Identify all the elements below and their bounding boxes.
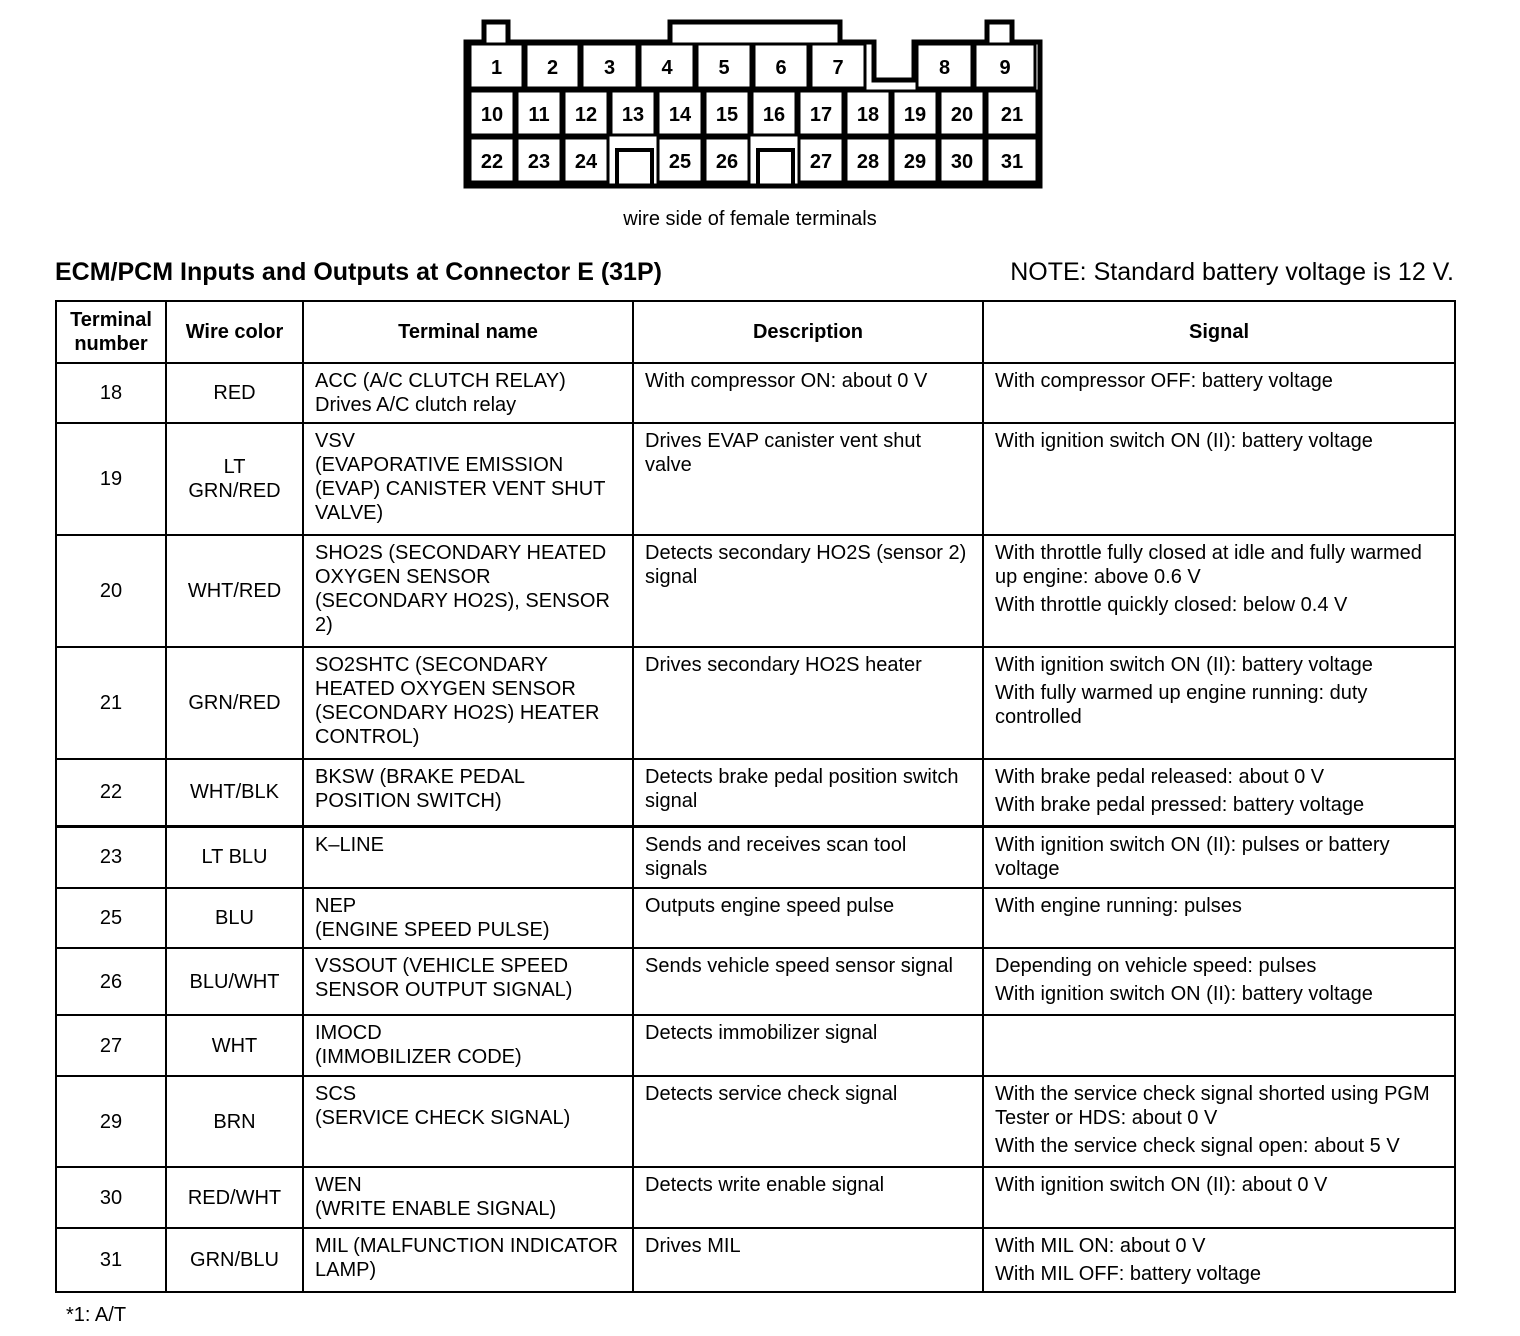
pin-label-2: 2 [546,57,559,79]
pin-label-12: 12 [574,104,598,126]
signal-line: With ignition switch ON (II): battery voltage [995,430,1373,452]
terminal-name-line: (IMMOBILIZER CODE) [315,1046,522,1068]
pin-label-18: 18 [856,104,880,126]
terminal-name-line: WEN [315,1174,362,1196]
key-notch-1 [617,150,652,186]
table-row [56,759,1455,826]
cell-terminal-number: 27 [56,1015,166,1076]
cell-signal [983,759,1455,826]
pin-label-5: 5 [718,57,730,79]
cell-wire-color: LT BLU [166,826,303,888]
terminal-name-line: (WRITE ENABLE SIGNAL) [315,1198,557,1220]
cell-signal [983,826,1455,888]
signal-line: With MIL OFF: battery voltage [995,1263,1262,1285]
cell-signal [983,1076,1455,1167]
signal-line: With the service check signal open: about 5 V [995,1135,1400,1157]
cell-terminal-number: 29 [56,1076,166,1167]
cell-description: Detects service check signal [633,1076,983,1167]
cell-terminal-name [303,535,633,647]
signal-line: With brake pedal released: about 0 V [995,766,1325,788]
cell-description: Detects write enable signal [633,1167,983,1228]
signal-line: With throttle quickly closed: below 0.4 V [995,594,1348,616]
cell-terminal-number: 20 [56,535,166,647]
terminal-name-line: (EVAPORATIVE EMISSION (EVAP) CANISTER VENT SHUT VALVE) [315,454,606,524]
header-terminal-number: Terminal number [56,301,166,363]
cell-description: Sends vehicle speed sensor signal [633,948,983,1015]
pin-label-8: 8 [938,57,951,79]
table-row [56,888,1455,948]
connector-caption: wire side of female terminals [623,208,877,230]
pin-label-30: 30 [950,151,974,173]
pin-label-4: 4 [661,57,673,79]
terminal-name-line: SCS [315,1083,357,1105]
signal-line: With engine running: pulses [995,895,1242,917]
cell-terminal-name [303,1228,633,1292]
cell-terminal-number: 22 [56,759,166,826]
cell-description: Drives secondary HO2S heater [633,647,983,759]
cell-signal [983,948,1455,1015]
footnote: *1: A/T [66,1304,127,1326]
terminal-name-line: K–LINE [315,833,384,856]
signal-line: With ignition switch ON (II): battery voltage [995,654,1373,676]
cell-wire-color: BLU [166,888,303,948]
page-title: ECM/PCM Inputs and Outputs at Connector E (31P) [55,258,662,286]
pin-label-7: 7 [832,57,844,79]
pin-label-13: 13 [621,104,645,126]
cell-wire-color: BRN [166,1076,303,1167]
signal-line: With ignition switch ON (II): battery voltage [995,983,1373,1005]
table-row [56,363,1455,423]
cell-wire-color: RED/WHT [166,1167,303,1228]
pin-label-29: 29 [903,151,927,173]
connector-diagram [460,18,1050,190]
cell-terminal-name [303,1015,633,1076]
signal-line: With compressor OFF: battery voltage [995,370,1333,392]
pin-label-9: 9 [999,57,1011,79]
cell-description: Drives EVAP canister vent shut valve [633,423,983,535]
table-row [56,1167,1455,1228]
cell-terminal-number: 31 [56,1228,166,1292]
cell-terminal-name [303,1076,633,1167]
cell-terminal-number: 19 [56,423,166,535]
cell-terminal-name [303,1167,633,1228]
cell-wire-color: WHT/BLK [166,759,303,826]
terminal-name-line: SO2SHTC (SECONDARY HEATED OXYGEN SENSOR (SECONDARY HO2S) HEATER CONTROL) [315,654,600,748]
key-notch-2 [758,150,793,186]
cell-terminal-name [303,759,633,826]
terminal-name-line: SHO2S (SECONDARY HEATED OXYGEN SENSOR (SECONDARY HO2S), SENSOR 2) [315,542,610,636]
cell-wire-color: BLU/WHT [166,948,303,1015]
cell-terminal-name [303,423,633,535]
pin-label-19: 19 [903,104,927,126]
terminal-name-line: NEP [315,895,357,917]
table-row [56,535,1455,647]
signal-line: With ignition switch ON (II): about 0 V [995,1174,1328,1196]
pin-label-21: 21 [1000,104,1024,126]
pin-label-20: 20 [950,104,974,126]
pin-label-1: 1 [490,57,503,79]
cell-terminal-name [303,826,633,888]
cell-description: Sends and receives scan tool signals [633,826,983,888]
table-body [56,363,1455,1292]
signal-line: With brake pedal pressed: battery voltage [995,794,1365,816]
signal-line: Depending on vehicle speed: pulses [995,955,1317,977]
pin-label-17: 17 [809,104,833,126]
terminal-name-line: BKSW (BRAKE PEDAL POSITION SWITCH) [315,766,525,812]
table-row [56,826,1455,888]
cell-description: Detects immobilizer signal [633,1015,983,1076]
cell-wire-color: GRN/RED [166,647,303,759]
pin-label-15: 15 [715,104,739,126]
pin-label-24: 24 [574,151,598,173]
cell-wire-color: WHT [166,1015,303,1076]
pin-label-10: 10 [480,104,504,126]
signal-line: With the service check signal shorted using PGM Tester or HDS: about 0 V [995,1083,1430,1129]
cell-wire-color: GRN/BLU [166,1228,303,1292]
cell-signal [983,1228,1455,1292]
cell-terminal-number: 18 [56,363,166,423]
header-wire-color: Wire color [166,301,303,363]
io-table [55,300,1456,1293]
pin-label-3: 3 [603,57,616,79]
cell-terminal-number: 21 [56,647,166,759]
terminal-name-line: VSV [315,430,356,452]
cell-signal [983,1015,1455,1076]
header-description: Description [633,301,983,363]
cell-wire-color: WHT/RED [166,535,303,647]
table-row [56,647,1455,759]
pin-label-16: 16 [762,104,786,126]
signal-line: With MIL ON: about 0 V [995,1235,1206,1257]
cell-description: With compressor ON: about 0 V [633,363,983,423]
cell-terminal-name [303,948,633,1015]
terminal-name-line: IMOCD [315,1022,382,1044]
signal-line: With ignition switch ON (II): pulses or battery voltage [995,833,1390,880]
header-signal: Signal [983,301,1455,363]
cell-description: Detects secondary HO2S (sensor 2) signal [633,535,983,647]
pin-label-27: 27 [809,151,833,173]
terminal-name-line: ACC (A/C CLUTCH RELAY) [315,370,566,392]
cell-signal [983,888,1455,948]
table-row [56,1228,1455,1292]
cell-terminal-name [303,647,633,759]
pin-label-26: 26 [715,151,739,173]
pin-label-23: 23 [527,151,551,173]
table-header-row [56,301,1455,363]
cell-signal [983,363,1455,423]
cell-terminal-number: 23 [56,826,166,888]
cell-terminal-number: 30 [56,1167,166,1228]
cell-signal [983,1167,1455,1228]
pin-label-14: 14 [668,104,692,126]
table-row [56,423,1455,535]
cell-description: Detects brake pedal position switch signal [633,759,983,826]
cell-terminal-name [303,363,633,423]
cell-description: Drives MIL [633,1228,983,1292]
cell-description: Outputs engine speed pulse [633,888,983,948]
cell-signal [983,423,1455,535]
pin-label-31: 31 [1000,151,1024,173]
terminal-name-line: VSSOUT (VEHICLE SPEED SENSOR OUTPUT SIGNAL) [315,955,573,1001]
cell-terminal-name [303,888,633,948]
cell-wire-color: RED [166,363,303,423]
pin-cells [470,44,1037,186]
pin-label-22: 22 [480,151,504,173]
terminal-name-line: Drives A/C clutch relay [315,394,517,416]
terminal-name-line: MIL (MALFUNCTION INDICATOR LAMP) [315,1235,618,1281]
signal-line: With throttle fully closed at idle and fully warmed up engine: above 0.6 V [995,542,1422,588]
table-row [56,1076,1455,1167]
terminal-name-line: (ENGINE SPEED PULSE) [315,919,550,941]
cell-signal [983,535,1455,647]
cell-terminal-number: 26 [56,948,166,1015]
cell-terminal-number: 25 [56,888,166,948]
table-row [56,1015,1455,1076]
signal-line: With fully warmed up engine running: duty controlled [995,682,1368,728]
table-row [56,948,1455,1015]
terminal-name-line: (SERVICE CHECK SIGNAL) [315,1107,571,1129]
cell-signal [983,647,1455,759]
pin-label-28: 28 [856,151,880,173]
pin-label-25: 25 [668,151,692,173]
cell-wire-color: LT GRN/RED [166,423,303,535]
header-terminal-name: Terminal name [303,301,633,363]
pin-label-6: 6 [775,57,787,79]
battery-voltage-note: NOTE: Standard battery voltage is 12 V. [1010,258,1454,286]
pin-label-11: 11 [528,104,550,126]
